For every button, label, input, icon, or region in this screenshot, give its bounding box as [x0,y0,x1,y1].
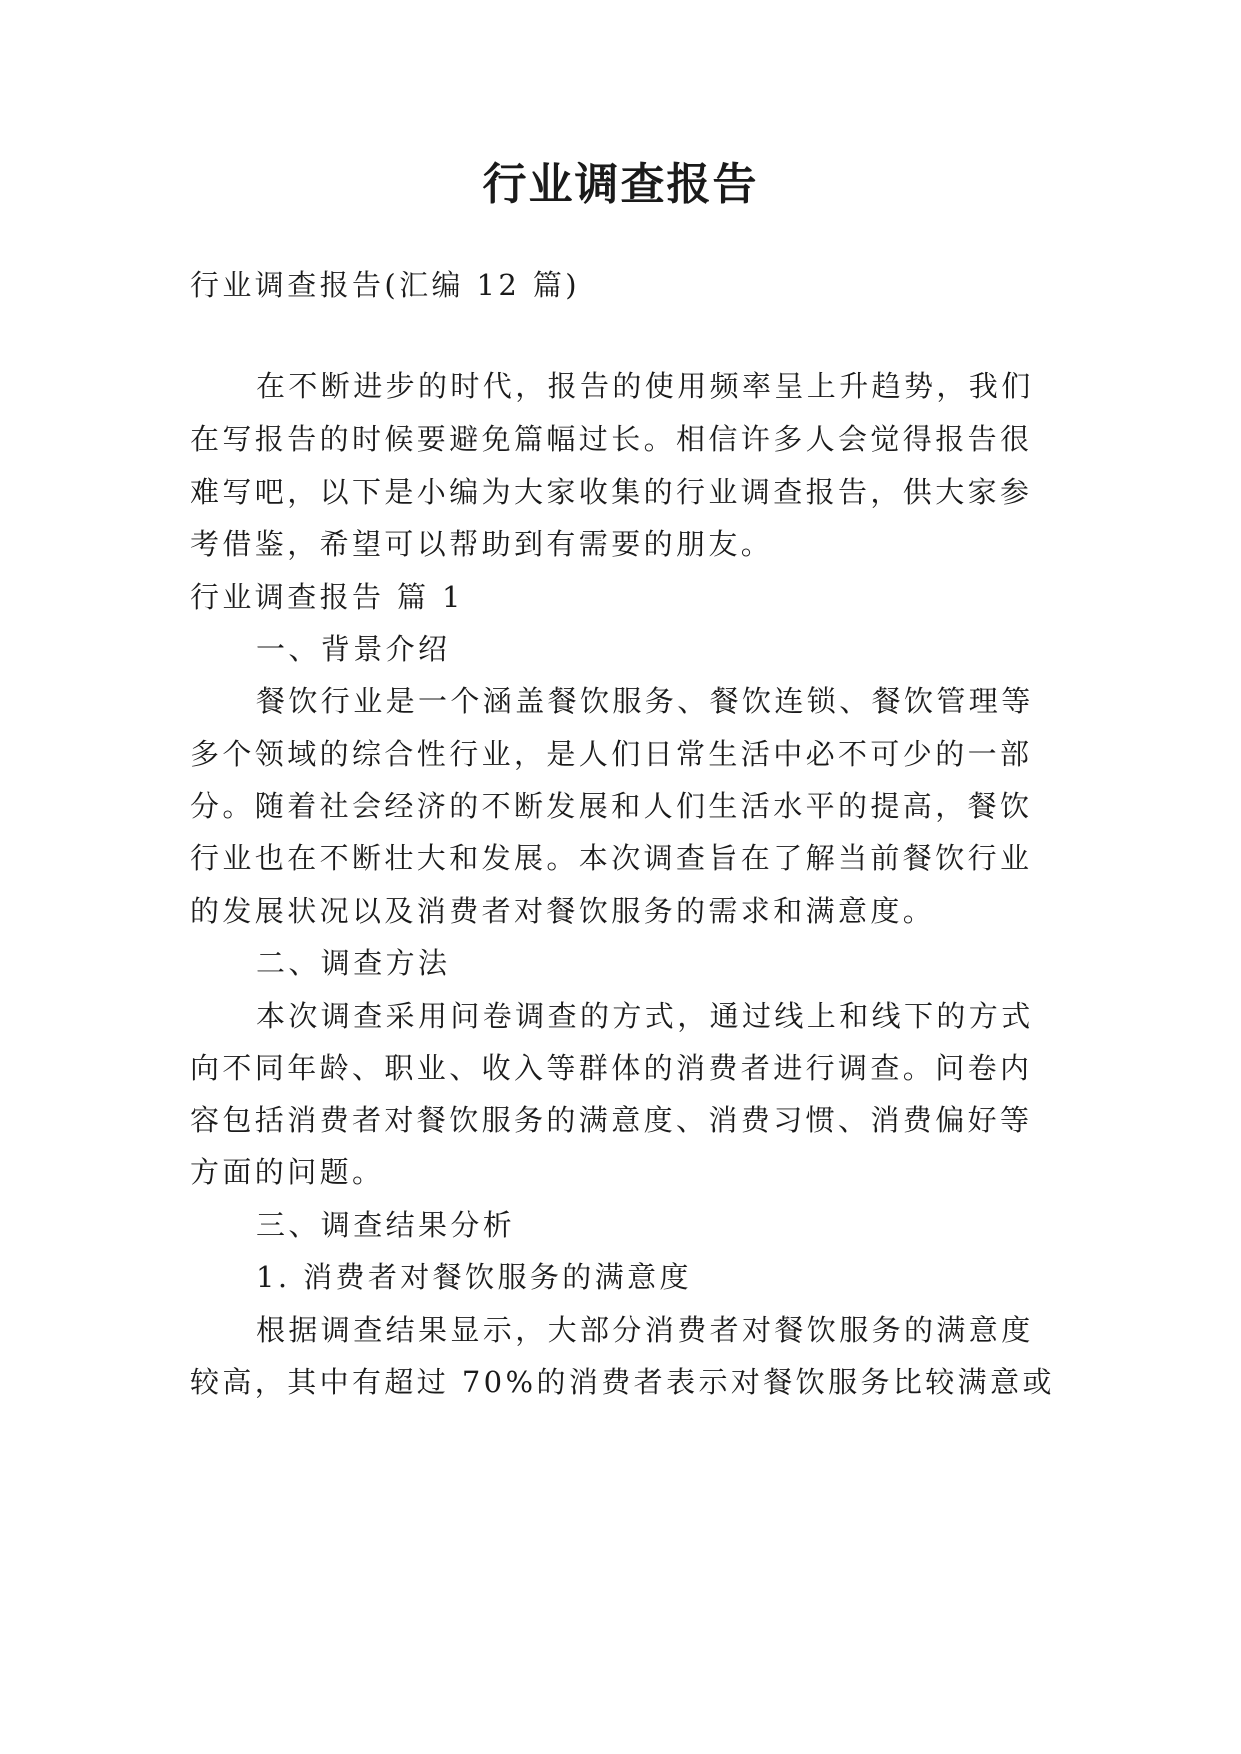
paragraph-line: 的发展状况以及消费者对餐饮服务的需求和满意度。 [190,894,936,928]
intro-line: 考借鉴，希望可以帮助到有需要的朋友。 [190,527,774,561]
intro-line: 难写吧，以下是小编为大家收集的行业调查报告，供大家参 [190,475,1033,509]
paragraph-line: 根据调查结果显示，大部分消费者对餐饮服务的满意度 [256,1313,1034,1347]
section-heading: 一、背景介绍 [256,632,451,666]
document-title: 行业调查报告 [482,159,759,210]
paragraph-line: 本次调查采用问卷调查的方式，通过线上和线下的方式 [256,999,1034,1033]
paragraph-line: 餐饮行业是一个涵盖餐饮服务、餐饮连锁、餐饮管理等 [256,684,1034,718]
paragraph-line: 方面的问题。 [190,1155,385,1189]
intro-line: 在不断进步的时代，报告的使用频率呈上升趋势，我们 [256,369,1034,403]
paragraph-line: 容包括消费者对餐饮服务的满意度、消费习惯、消费偏好等 [190,1103,1033,1137]
paragraph-line: 较高，其中有超过 70%的消费者表示对餐饮服务比较满意或 [190,1365,1055,1399]
intro-line: 在写报告的时候要避免篇幅过长。相信许多人会觉得报告很 [190,422,1033,456]
paragraph-line: 行业也在不断壮大和发展。本次调查旨在了解当前餐饮行业 [190,841,1033,875]
section-heading: 三、调查结果分析 [256,1208,516,1242]
article-heading: 行业调查报告 篇 1 [190,580,464,614]
document-subtitle: 行业调查报告(汇编 12 篇) [190,268,580,302]
section-heading: 二、调查方法 [256,946,451,980]
subsection-heading: 1. 消费者对餐饮服务的满意度 [256,1260,692,1294]
paragraph-line: 多个领域的综合性行业，是人们日常生活中必不可少的一部 [190,737,1033,771]
paragraph-line: 分。随着社会经济的不断发展和人们生活水平的提高，餐饮 [190,789,1033,823]
paragraph-line: 向不同年龄、职业、收入等群体的消费者进行调查。问卷内 [190,1051,1033,1085]
